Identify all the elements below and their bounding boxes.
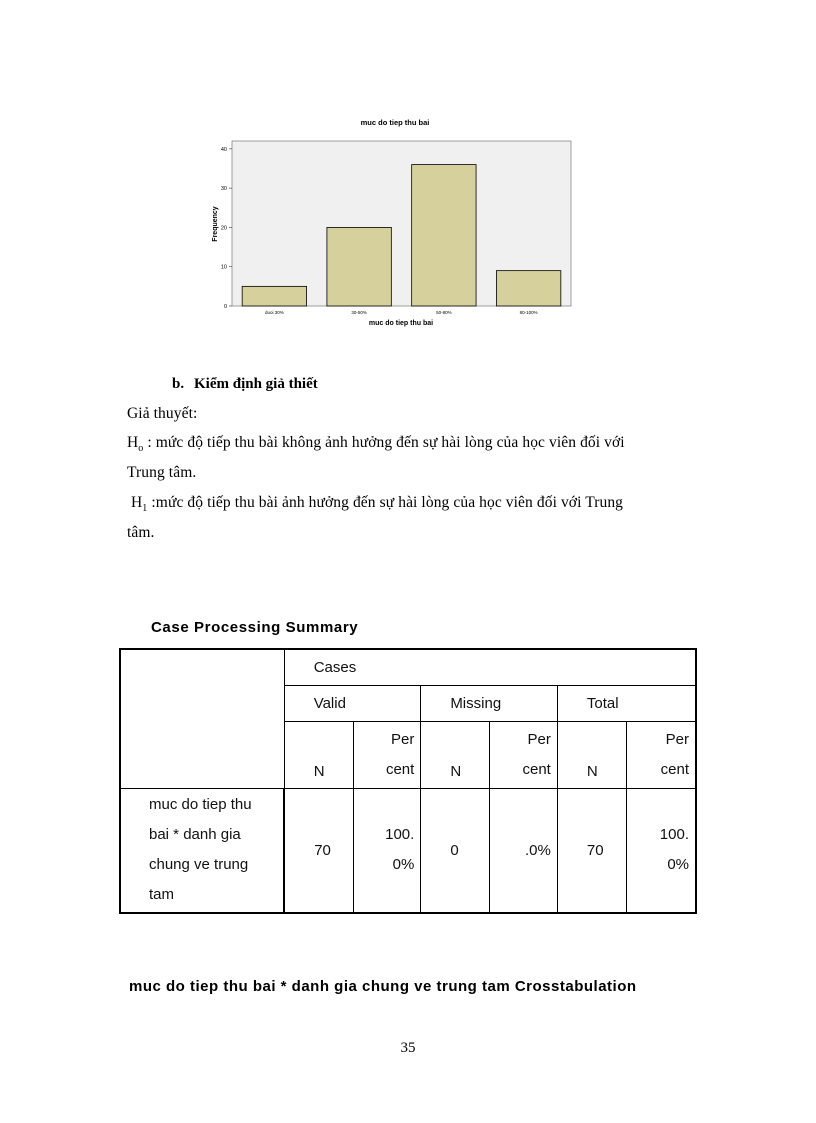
section-title: Kiểm định giả thiết [194,376,318,392]
y-tick-label: 20 [220,225,227,232]
y-tick-label: 40 [220,146,227,153]
x-tick-label: 30-50% [351,310,367,315]
h0-subscript: o [138,443,144,455]
row-label-line: bai * danh gia [149,826,241,844]
total-percent-header [626,721,696,788]
percent-label-top: Per [390,730,415,748]
missing-percent-value: .0% [490,788,558,913]
h1-continuation: tâm. [127,524,155,541]
bar-2 [412,165,476,306]
percent-label-top: Per [527,730,551,748]
header-row-cases [120,649,696,685]
h1-line [131,494,623,514]
y-axis-label: Frequency [212,206,219,242]
percent-label-bottom: cent [385,760,415,778]
case-processing-table [119,648,697,914]
y-tick-label: 10 [220,264,227,271]
h0-line [127,434,625,454]
total-percent-value [626,788,696,913]
chart-svg [200,112,590,334]
frequency-bar-chart [200,112,590,334]
valid-percent-top: 100. [385,826,415,844]
total-percent-bottom: 0% [667,856,689,874]
x-tick-label: 50-80% [436,310,452,315]
total-n-value: 70 [557,788,626,913]
row-label-line: chung ve trung [149,856,249,874]
bar-1 [327,227,391,306]
valid-percent-bottom: 0% [392,856,415,874]
row-label-line: tam [149,886,175,904]
hypothesis-intro: Giả thuyết: [127,405,198,422]
valid-header: Valid [284,685,421,721]
x-tick-label: 80-100% [519,310,538,315]
row-label-line: muc do tiep thu [149,796,252,814]
h1-text: :mức độ tiếp thu bài ảnh hưởng đến sự hài lòng của học viên đối với Trung [147,494,624,511]
total-n-header: N [557,721,626,788]
x-axis-label: muc do tiep thu bai [368,320,434,327]
case-summary-title: Case Processing Summary [151,619,359,636]
total-percent-top: 100. [659,826,689,844]
missing-n-value: 0 [421,788,490,913]
valid-percent-value [353,788,421,913]
percent-label-top: Per [665,730,689,748]
h0-continuation: Trung tâm. [127,464,197,481]
percent-label-bottom: cent [660,760,689,778]
h0-symbol: H [127,434,139,451]
percent-label-bottom: cent [522,760,551,778]
section-marker: b. [172,376,185,392]
crosstab-title: muc do tiep thu bai * danh gia chung ve trung tam Crosstabulation [129,978,637,995]
row-label [120,788,284,913]
x-tick-label: duoi 30% [264,310,284,315]
bar-3 [496,271,560,306]
valid-percent-header [353,721,421,788]
valid-n-value: 70 [284,788,353,913]
data-row [120,788,696,913]
y-tick-label: 0 [223,304,227,310]
missing-header: Missing [421,685,558,721]
valid-n-header: N [284,721,353,788]
corner-cell [120,649,284,788]
h0-text: : mức độ tiếp thu bài không ảnh hưởng đến sự hài lòng của học viên đối với [143,434,625,451]
h1-subscript: 1 [142,503,148,515]
bar-0 [242,286,306,306]
y-tick-label: 30 [220,186,227,193]
missing-n-header: N [421,721,490,788]
missing-percent-header [490,721,558,788]
cases-header: Cases [284,649,696,685]
h1-symbol: H [131,494,143,511]
section-heading [172,376,318,393]
page-number: 35 [400,1040,416,1056]
chart-title: muc do tiep thu bai [360,118,430,127]
total-header: Total [557,685,696,721]
